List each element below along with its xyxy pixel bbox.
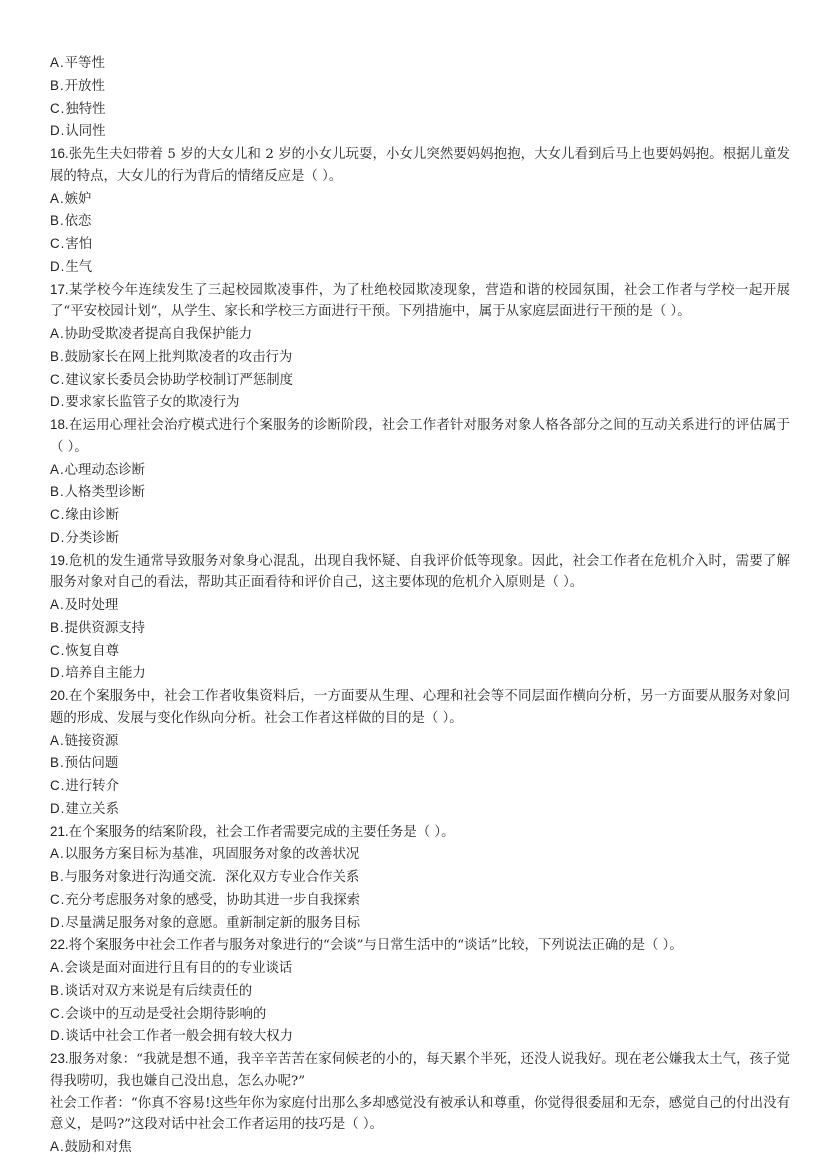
option-label: . [59, 982, 64, 998]
option-label: . [60, 642, 65, 658]
option-label: C [50, 778, 60, 793]
option-label: C [50, 236, 60, 251]
question-stem [50, 934, 790, 957]
question-stem [50, 685, 790, 730]
option-d [50, 256, 790, 279]
option-label: . [59, 77, 64, 93]
question-19 [50, 550, 790, 686]
option-label: . [60, 665, 65, 681]
option-label: C [50, 891, 60, 907]
option-a [50, 188, 790, 211]
option-text: 协助受欺凌者提高自我保护能力 [64, 327, 253, 342]
question-23 [50, 1048, 790, 1159]
option-d [50, 527, 790, 550]
option-text: 某学校今年连续发生了三起校园欺凌事件，为了杜绝校园欺凌现象，营造和谐的校园氛围，社会工作者与学校一起开展了“平安校园计划”，从学生、家长和学校三方面进行干预。下列措施中，属于从家庭层面进行干预的是（ ）。 [50, 282, 790, 320]
option-text: 要求家长监管子女的欺凌行为 [65, 395, 240, 411]
option-label: B [50, 348, 59, 364]
option-b [50, 980, 790, 1003]
option-text: 建立关系 [65, 801, 119, 817]
option-label: . [60, 507, 65, 522]
option-label: C [50, 642, 60, 658]
option-label: C [50, 1005, 60, 1021]
option-d [50, 798, 790, 821]
option-label: A [50, 846, 59, 862]
option-text: 危机的发生通常导致服务对象身心混乱，出现自我怀疑、自我评价低等现象。因此，社会工作者在危机介入时，需要了解服务对象对自己的看法，帮助其正面看待和评价自己，这主要体现的危机介入原则是（ ）。 [50, 553, 790, 591]
previous-question-options [50, 52, 790, 143]
option-c: C.独特性 [50, 100, 106, 117]
question-stem-continued: 社会工作者：“你真不容易!这些年你为家庭付出那么多却感觉没有被承认和尊重，你觉得很委屈和无奈，感觉自己的付出没有意义，是吗?”这段对话中社会工作者运用的技巧是（ ）。 [50, 1095, 790, 1133]
option-label: C [50, 371, 60, 387]
option-label: . [60, 778, 65, 793]
option-label: . [59, 55, 64, 70]
option-label: B [50, 484, 59, 500]
option-label: B [50, 869, 59, 884]
option-c [50, 504, 790, 527]
option-d [50, 912, 790, 935]
option-label: A [50, 732, 59, 748]
question-16 [50, 143, 790, 279]
question-18 [50, 414, 790, 550]
option-a [50, 594, 790, 617]
option-text: 害怕 [65, 237, 93, 252]
question-stem: 16.张先生夫妇带着 5 岁的大女儿和 2 岁的小女儿玩耍，小女儿突然要妈妈抱抱，大女儿看到后马上也要妈妈抱。根据儿童发展的特点，大女儿的行为背后的情绪反应是（ ）。 [50, 146, 790, 184]
question-20 [50, 685, 790, 821]
option-text: 谈话中社会工作者一般会拥有较大权力 [65, 1029, 294, 1045]
option-b [50, 346, 790, 369]
option-label: . [59, 461, 64, 477]
option-text: 将个案服务中社会工作者与服务对象进行的“会谈”与日常生活中的“谈话”比较，下列说法正确的是（ ）。 [68, 938, 683, 954]
option-label: . [59, 732, 64, 748]
option-text: 缘由诊断 [65, 508, 119, 523]
option-label: D [50, 529, 60, 545]
option-label: D [50, 258, 60, 274]
option-text: 在个案服务中，社会工作者收集资料后，一方面要从生理、心理和社会等不同层面作横向分析，另一方面要从服务对象问题的形成、发展与变化作纵向分析。社会工作者这样做的目的是（ ）。 [50, 689, 790, 726]
option-text: 20. [50, 688, 69, 703]
question-22 [50, 934, 790, 1048]
option-label: . [59, 619, 64, 635]
question-stem [50, 279, 790, 324]
question-stem [50, 821, 790, 844]
option-text: 鼓励和对焦 [64, 1140, 132, 1155]
option-b [50, 866, 790, 889]
question-stem [50, 1048, 790, 1093]
option-label: D [50, 665, 60, 681]
option-text: 服务对象：“我就是想不通，我辛辛苦苦在家伺候老的小的，每天累个半死，还没人说我好。现在老公嫌我太土气，孩子觉得我唠叨，我也嫌自己没出息，怎么办呢?” [50, 1052, 790, 1089]
option-label: . [60, 371, 65, 387]
option-label: A [50, 326, 59, 341]
option-text: 提供资源支持 [64, 620, 146, 636]
option-text: 尽量满足服务对象的意愿。重新制定新的服务目标 [65, 915, 360, 931]
option-text: 会谈中的互动是受社会期待影响的 [65, 1006, 267, 1022]
option-a [50, 459, 790, 482]
option-a: A.平等性 [50, 55, 105, 71]
option-label: D [50, 914, 60, 930]
option-label: . [60, 914, 65, 930]
option-a [50, 843, 790, 866]
option-c [50, 889, 790, 912]
option-label: B [50, 982, 59, 998]
option-label: . [59, 326, 64, 341]
option-text: 恢复自尊 [65, 643, 119, 659]
option-label: . [59, 190, 64, 206]
option-text: 与服务对象进行沟通交流．深化双方专业合作关系 [64, 870, 360, 885]
option-label: . [60, 1005, 65, 1021]
option-b [50, 752, 790, 775]
option-b [50, 617, 790, 640]
option-text: 人格类型诊断 [64, 485, 146, 501]
option-d [50, 1025, 790, 1048]
option-label: A [50, 960, 59, 975]
option-label: A [50, 461, 59, 477]
option-label: A [50, 597, 59, 612]
option-label: . [59, 484, 64, 500]
option-label: D [50, 394, 60, 410]
option-c [50, 640, 790, 663]
option-text: 嫉妒 [64, 191, 92, 207]
option-text: 鼓励家长在网上批判欺凌者的攻击行为 [64, 349, 293, 365]
option-text: 建议家长委员会协助学校制订严惩制度 [65, 372, 294, 388]
option-label: D [50, 1028, 60, 1044]
option-text: 及时处理 [64, 598, 119, 613]
option-label: . [59, 597, 64, 612]
option-text: 以服务方案目标为基准，巩固服务对象的改善状况 [64, 847, 360, 863]
option-label: . [60, 800, 65, 816]
option-label: . [60, 529, 65, 545]
option-text: 心理动态诊断 [64, 462, 146, 478]
option-text: 17. [50, 281, 69, 297]
option-d [50, 391, 790, 414]
option-label: . [59, 1139, 64, 1154]
option-c [50, 1003, 790, 1026]
option-label: . [60, 100, 65, 116]
option-text: 18. [50, 417, 69, 432]
option-label: . [60, 258, 65, 274]
option-d: D.认同性 [50, 123, 106, 140]
option-c [50, 369, 790, 392]
option-label: . [59, 348, 64, 364]
option-text: 生气 [65, 259, 93, 275]
option-label: . [60, 1028, 65, 1044]
option-label: B [50, 755, 59, 771]
option-text: 23. [50, 1051, 69, 1066]
option-label: . [59, 960, 64, 975]
option-label: . [59, 869, 64, 884]
option-label: A [50, 1139, 59, 1154]
option-c [50, 233, 790, 256]
option-text: 充分考虑服务对象的感受，协助其进一步自我探索 [65, 892, 360, 908]
question-17 [50, 279, 790, 415]
exam-page [50, 52, 790, 1159]
option-text: 22. [50, 937, 69, 953]
option-label: . [60, 394, 65, 410]
option-d [50, 662, 790, 685]
option-text: 依恋 [64, 214, 92, 230]
option-label: B [50, 213, 59, 229]
option-a [50, 1136, 790, 1159]
option-a [50, 323, 790, 346]
option-label: C [50, 507, 60, 522]
option-label: B [50, 619, 59, 635]
option-label: A [50, 190, 59, 206]
option-label: . [60, 236, 65, 251]
option-label: . [59, 213, 64, 229]
question-stem [50, 550, 790, 595]
option-label: D [50, 800, 60, 816]
option-text: 预估问题 [64, 756, 119, 772]
question-stem [50, 414, 790, 459]
option-text: 会谈是面对面进行且有目的的专业谈话 [64, 961, 293, 976]
option-text: 培养自主能力 [65, 666, 146, 682]
option-text: 在运用心理社会治疗模式进行个案服务的诊断阶段，社会工作者针对服务对象人格各部分之间的互动关系进行的评估属于（ ）。 [50, 418, 790, 455]
option-label: . [59, 755, 64, 771]
option-text: 21. [50, 823, 69, 839]
option-text: 在个案服务的结案阶段，社会工作者需要完成的主要任务是（ ）。 [68, 824, 455, 840]
option-a [50, 957, 790, 980]
option-label: . [59, 846, 64, 862]
question-21 [50, 821, 790, 935]
option-c [50, 775, 790, 798]
option-a [50, 730, 790, 753]
option-b [50, 481, 790, 504]
option-label: . [60, 891, 65, 907]
option-b: B.开放性 [50, 77, 105, 94]
option-text: 19. [50, 552, 69, 568]
option-text: 分类诊断 [65, 530, 119, 546]
option-text: 谈话对双方来说是有后续责任的 [64, 983, 253, 999]
option-text: 进行转介 [65, 779, 119, 794]
option-b [50, 210, 790, 233]
option-text: 链接资源 [64, 733, 119, 749]
option-label: . [60, 123, 65, 139]
